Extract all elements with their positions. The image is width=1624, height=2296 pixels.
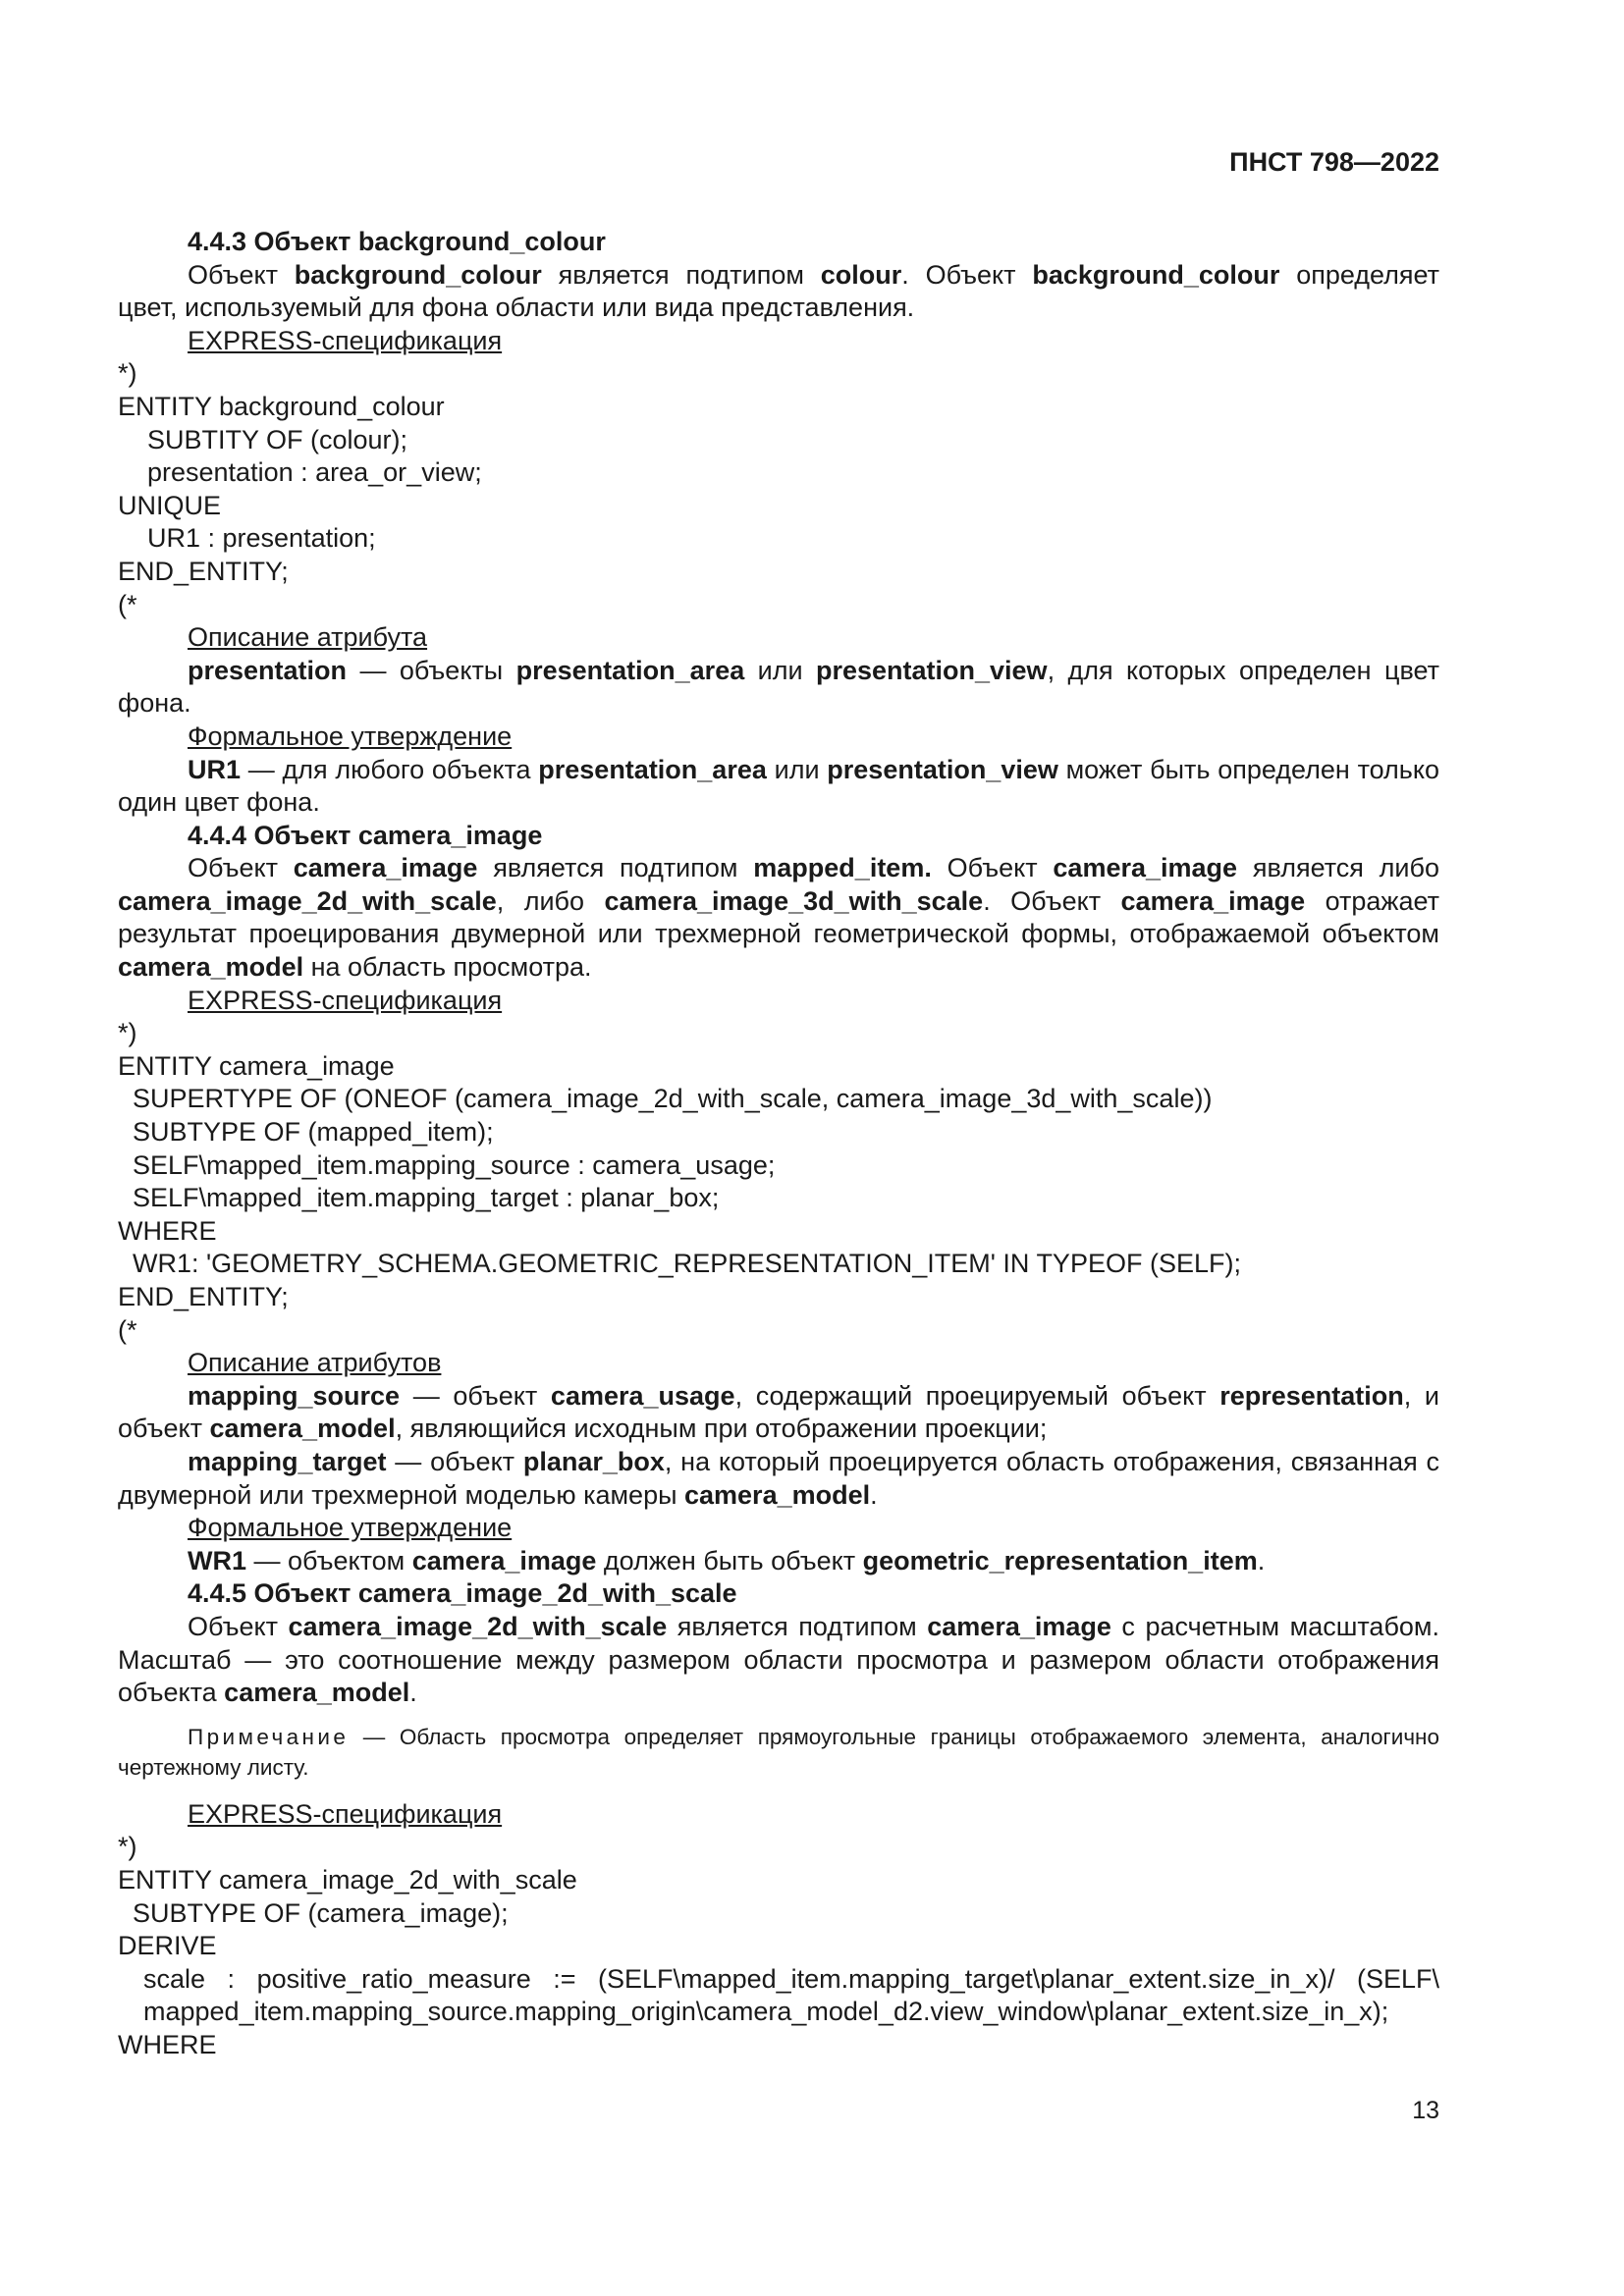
bold-term: presentation_area bbox=[515, 655, 745, 685]
text-run: EXPRESS-спецификация bbox=[188, 325, 503, 355]
bold-term: mapping_source bbox=[188, 1380, 401, 1411]
text-run: WR1: 'GEOMETRY_SCHEMA.GEOMETRIC_REPRESENTATION_ITEM' IN TYPEOF (SELF); bbox=[133, 1249, 1241, 1279]
text-run: EXPRESS-спецификация bbox=[188, 1798, 503, 1829]
text-run: UR1 : presentation; bbox=[147, 523, 376, 554]
code-line bbox=[118, 1314, 1439, 1348]
text-run: Описание атрибута bbox=[188, 622, 428, 653]
text-run: UNIQUE bbox=[118, 490, 222, 520]
paragraph bbox=[118, 655, 1439, 721]
code-line bbox=[118, 1248, 1439, 1281]
text-run: , на который проецируется область отображения, связанная с двумерной или трехмерной моделью камеры bbox=[118, 1446, 1439, 1510]
text-run: Формальное утверждение bbox=[188, 1513, 513, 1543]
bold-term: camera_image bbox=[927, 1611, 1111, 1641]
code-line bbox=[118, 424, 1439, 457]
bold-term: camera_image_2d_with_scale bbox=[288, 1611, 668, 1641]
code-line bbox=[118, 357, 1439, 391]
text-run: SUPERTYPE OF (ONEOF (camera_image_2d_with_scale, camera_image_3d_with_scale)) bbox=[133, 1084, 1213, 1114]
text-run: . bbox=[409, 1678, 417, 1708]
bold-term: colour bbox=[820, 259, 902, 290]
text-run: . Объект bbox=[901, 259, 1033, 290]
section-heading bbox=[118, 226, 1439, 259]
text-run: EXPRESS-спецификация bbox=[188, 985, 503, 1015]
code-line bbox=[118, 1182, 1439, 1215]
text-run: — объектом bbox=[246, 1545, 412, 1575]
text-run: Формальное утверждение bbox=[188, 721, 513, 751]
bold-term: background_colour bbox=[294, 259, 542, 290]
bold-term: mapping_target bbox=[188, 1446, 387, 1476]
code-line bbox=[118, 1864, 1439, 1897]
text-run: . bbox=[1257, 1545, 1266, 1575]
paragraph bbox=[118, 1380, 1439, 1446]
text-run: является подтипом bbox=[477, 853, 754, 883]
bold-term: presentation_area bbox=[538, 754, 767, 784]
code-line bbox=[118, 1149, 1439, 1183]
code-line bbox=[118, 1215, 1439, 1249]
bold-term: background_colour bbox=[1032, 259, 1280, 290]
bold-term: camera_usage bbox=[550, 1380, 735, 1411]
text-run: , являющийся исходным при отображении проекции; bbox=[395, 1414, 1048, 1444]
code-line bbox=[118, 391, 1439, 424]
page-content bbox=[118, 226, 1439, 2061]
code-line bbox=[118, 1281, 1439, 1314]
text-run: является подтипом bbox=[541, 259, 821, 290]
text-run: ENTITY background_colour bbox=[118, 391, 445, 421]
text-run: , содержащий проецируемый объект bbox=[734, 1380, 1220, 1411]
text-run: SELF\mapped_item.mapping_source : camera_usage; bbox=[133, 1149, 776, 1180]
bold-term: 4.4.3 Объект background_colour bbox=[188, 227, 606, 256]
page-number: 13 bbox=[1412, 2097, 1439, 2124]
text-run: , и объект bbox=[118, 1380, 1439, 1444]
paragraph bbox=[118, 1611, 1439, 1710]
bold-term: planar_box bbox=[522, 1446, 665, 1476]
subsection-label bbox=[118, 621, 1439, 655]
bold-term: camera_image bbox=[293, 853, 478, 883]
text-run: с расчетным масштабом. Масштаб — это соотношение между размером области просмотра и размером области отображения объекта bbox=[118, 1611, 1439, 1708]
bold-term: UR1 bbox=[188, 754, 242, 784]
code-line bbox=[118, 1116, 1439, 1149]
text-run: scale : positive_ratio_measure := (SELF\mapped_item.mapping_target\planar_extent.size_in_x)/ (SELF\ mapped_item.mapping_source.mapping_origin\camera_model_d2.view_window\planar_extent.size_in_x); bbox=[143, 1963, 1439, 2027]
text-run: DERIVE bbox=[118, 1931, 217, 1961]
text-run: Объект bbox=[188, 1611, 289, 1641]
code-line bbox=[118, 1017, 1439, 1050]
text-run: SUBTYPE OF (mapped_item); bbox=[133, 1117, 494, 1148]
bold-term: WR1 bbox=[188, 1545, 246, 1575]
code-line bbox=[118, 456, 1439, 490]
text-run: SUBTYPE OF (camera_image); bbox=[133, 1897, 509, 1928]
code-line bbox=[118, 1963, 1439, 2029]
section-heading bbox=[118, 1577, 1439, 1611]
text-run: . Объект bbox=[983, 885, 1121, 916]
bold-term: presentation_view bbox=[815, 655, 1048, 685]
text-run: *) bbox=[118, 1832, 137, 1862]
code-line bbox=[118, 556, 1439, 589]
subsection-label bbox=[118, 985, 1439, 1018]
text-run: ENTITY camera_image_2d_with_scale bbox=[118, 1864, 577, 1895]
paragraph bbox=[118, 852, 1439, 984]
text-run: — объект bbox=[400, 1380, 551, 1411]
code-line bbox=[118, 1050, 1439, 1084]
bold-term: camera_model bbox=[118, 952, 304, 983]
bold-term: geometric_representation_item bbox=[862, 1545, 1258, 1575]
subsection-label bbox=[118, 325, 1439, 358]
text-run: presentation : area_or_view; bbox=[147, 457, 482, 488]
text-run: *) bbox=[118, 358, 137, 389]
text-run: *) bbox=[118, 1018, 137, 1048]
paragraph bbox=[118, 1545, 1439, 1578]
section-heading bbox=[118, 820, 1439, 853]
bold-term: camera_model bbox=[224, 1678, 410, 1708]
text-run: (* bbox=[118, 589, 137, 619]
text-run: (* bbox=[118, 1314, 137, 1345]
text-run: или bbox=[766, 754, 828, 784]
text-run: Объект bbox=[188, 853, 294, 883]
text-run: . bbox=[870, 1479, 878, 1510]
code-line bbox=[118, 1083, 1439, 1116]
bold-term: camera_model bbox=[684, 1479, 871, 1510]
document-designation: ПНСТ 798—2022 bbox=[1229, 147, 1439, 177]
text-run: END_ENTITY; bbox=[118, 556, 289, 586]
subsection-label bbox=[118, 1798, 1439, 1832]
text-run: ENTITY camera_image bbox=[118, 1050, 395, 1081]
text-run: SUBTITY OF (colour); bbox=[147, 424, 408, 454]
note bbox=[118, 1722, 1439, 1783]
text-run: , для которых определен цвет фона. bbox=[118, 655, 1439, 719]
text-run: , либо bbox=[496, 885, 605, 916]
text-run: определяет цвет, используемый для фона области или вида представления. bbox=[118, 259, 1440, 323]
text-run: является либо bbox=[1237, 853, 1439, 883]
text-run: Объект bbox=[188, 259, 295, 290]
text-run: WHERE bbox=[118, 2029, 217, 2059]
bold-term: presentation_view bbox=[827, 754, 1058, 784]
text-run: — объекты bbox=[347, 655, 516, 685]
bold-term: representation bbox=[1219, 1380, 1404, 1411]
bold-term: camera_image bbox=[1053, 853, 1238, 883]
text-run: — Область просмотра определяет прямоугольные границы отображаемого элемента, аналогично чертежному листу. bbox=[118, 1724, 1439, 1780]
text-run: END_ENTITY; bbox=[118, 1282, 289, 1311]
text-run: или bbox=[744, 655, 816, 685]
text-run: — объект bbox=[386, 1446, 523, 1476]
bold-term: 4.4.5 Объект camera_image_2d_with_scale bbox=[188, 1578, 737, 1609]
code-line bbox=[118, 1930, 1439, 1963]
text-run: — для любого объекта bbox=[241, 754, 539, 784]
text-run: является подтипом bbox=[667, 1611, 928, 1641]
text-run: Описание атрибутов bbox=[188, 1348, 442, 1378]
bold-term: camera_model bbox=[209, 1414, 396, 1444]
text-run: на область просмотра. bbox=[303, 952, 592, 983]
code-line bbox=[118, 522, 1439, 556]
text-run: отражает результат проецирования двумерной или трехмерной геометрической формы, отображаемой объектом bbox=[118, 885, 1439, 949]
bold-term: camera_image bbox=[411, 1545, 597, 1575]
code-line bbox=[118, 1897, 1439, 1931]
code-line bbox=[118, 589, 1439, 622]
text-run: может быть определен только один цвет фона. bbox=[118, 754, 1440, 818]
subsection-label bbox=[118, 1347, 1439, 1380]
text-run: WHERE bbox=[118, 1215, 217, 1246]
bold-term: presentation bbox=[188, 655, 348, 685]
paragraph bbox=[118, 754, 1439, 820]
text-run: SELF\mapped_item.mapping_target : planar_box; bbox=[133, 1183, 720, 1213]
bold-term: camera_image_2d_with_scale bbox=[118, 885, 497, 916]
text-run: должен быть объект bbox=[596, 1545, 863, 1575]
paragraph bbox=[118, 1446, 1439, 1512]
bold-term: 4.4.4 Объект camera_image bbox=[188, 820, 543, 850]
bold-term: mapped_item. bbox=[753, 853, 932, 883]
text-run: Примечание bbox=[188, 1724, 350, 1749]
bold-term: camera_image bbox=[1120, 885, 1306, 916]
code-line bbox=[118, 1831, 1439, 1864]
bold-term: camera_image_3d_with_scale bbox=[604, 885, 984, 916]
subsection-label bbox=[118, 1512, 1439, 1545]
code-line bbox=[118, 2029, 1439, 2062]
paragraph bbox=[118, 259, 1439, 325]
text-run: Объект bbox=[931, 853, 1054, 883]
code-line bbox=[118, 490, 1439, 523]
subsection-label bbox=[118, 721, 1439, 754]
